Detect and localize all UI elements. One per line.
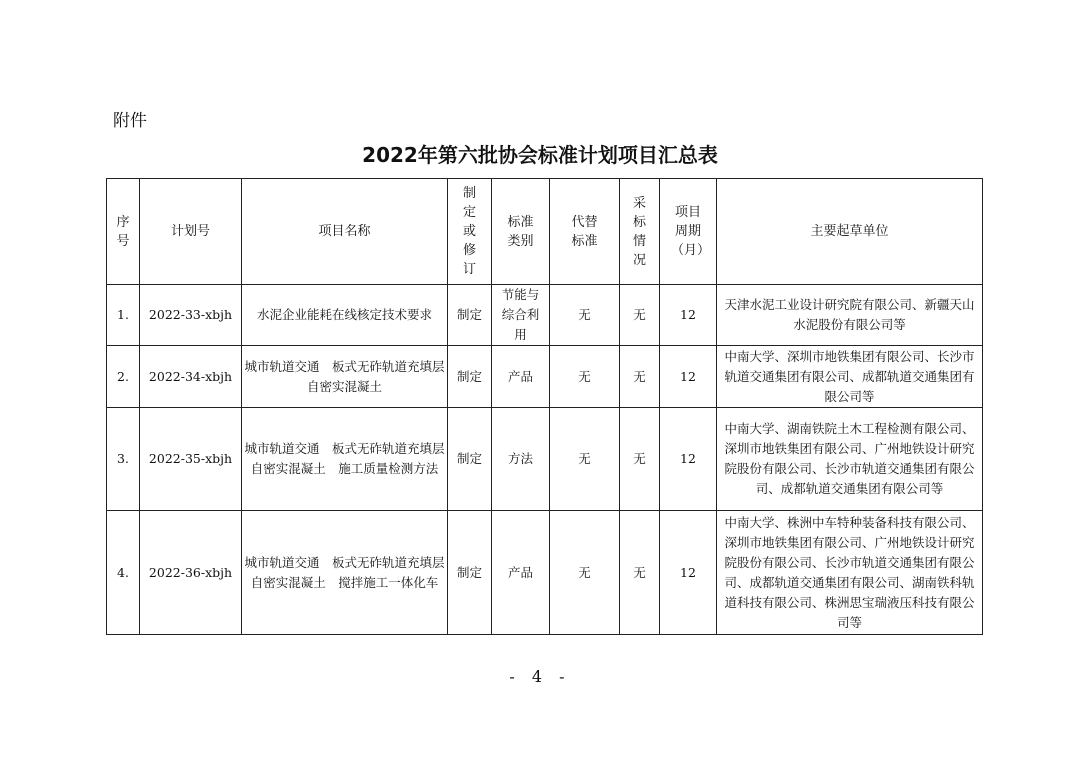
- header-units: 主要起草单位: [717, 179, 983, 285]
- page-number: - 4 -: [509, 667, 571, 686]
- cell-adopt: 无: [620, 408, 660, 511]
- cell-replace: 无: [550, 285, 620, 346]
- header-seq: 序号: [107, 179, 140, 285]
- cell-type: 制定: [448, 511, 492, 635]
- cell-type: 制定: [448, 285, 492, 346]
- cell-project-name: 城市轨道交通 板式无砟轨道充填层自密实混凝土 搅拌施工一体化车: [242, 511, 448, 635]
- cell-plan-no: 2022-34-xbjh: [140, 346, 242, 408]
- cell-project-name: 水泥企业能耗在线核定技术要求: [242, 285, 448, 346]
- attachment-label: 附件: [113, 111, 147, 131]
- header-replace: 代替标准: [550, 179, 620, 285]
- header-category: 标准类别: [492, 179, 550, 285]
- cell-units: 中南大学、湖南铁院土木工程检测有限公司、深圳市地铁集团有限公司、广州地铁设计研究院股份有限公司、长沙市轨道交通集团有限公司、成都轨道交通集团有限公司等: [717, 408, 983, 511]
- cell-category: 产品: [492, 511, 550, 635]
- cell-period: 12: [660, 408, 717, 511]
- header-project-name: 项目名称: [242, 179, 448, 285]
- cell-period: 12: [660, 285, 717, 346]
- table-row: [107, 285, 983, 346]
- table-row: [107, 511, 983, 635]
- cell-units: 天津水泥工业设计研究院有限公司、新疆天山水泥股份有限公司等: [717, 285, 983, 346]
- cell-replace: 无: [550, 346, 620, 408]
- header-plan-no: 计划号: [140, 179, 242, 285]
- cell-adopt: 无: [620, 346, 660, 408]
- cell-project-name: 城市轨道交通 板式无砟轨道充填层自密实混凝土 施工质量检测方法: [242, 408, 448, 511]
- header-adopt: 采标情况: [620, 179, 660, 285]
- cell-seq: 2.: [107, 346, 140, 408]
- cell-seq: 3.: [107, 408, 140, 511]
- table-row: [107, 346, 983, 408]
- cell-seq: 1.: [107, 285, 140, 346]
- cell-project-name: 城市轨道交通 板式无砟轨道充填层自密实混凝土: [242, 346, 448, 408]
- cell-type: 制定: [448, 346, 492, 408]
- cell-category: 产品: [492, 346, 550, 408]
- page-title: 2022年第六批协会标准计划项目汇总表: [362, 143, 718, 167]
- header-type: 制定或修订: [448, 179, 492, 285]
- cell-category: 节能与综合利用: [492, 285, 550, 346]
- cell-units: 中南大学、株洲中车特种装备科技有限公司、深圳市地铁集团有限公司、广州地铁设计研究院股份有限公司、长沙市轨道交通集团有限公司、成都轨道交通集团有限公司、湖南铁科轨道科技有限公司、株洲思宝瑞液压科技有限公司等: [717, 511, 983, 635]
- table-row: [107, 408, 983, 511]
- cell-replace: 无: [550, 511, 620, 635]
- cell-type: 制定: [448, 408, 492, 511]
- cell-adopt: 无: [620, 511, 660, 635]
- cell-units: 中南大学、深圳市地铁集团有限公司、长沙市轨道交通集团有限公司、成都轨道交通集团有限公司等: [717, 346, 983, 408]
- cell-adopt: 无: [620, 285, 660, 346]
- cell-period: 12: [660, 511, 717, 635]
- cell-replace: 无: [550, 408, 620, 511]
- cell-plan-no: 2022-35-xbjh: [140, 408, 242, 511]
- cell-period: 12: [660, 346, 717, 408]
- cell-category: 方法: [492, 408, 550, 511]
- cell-plan-no: 2022-33-xbjh: [140, 285, 242, 346]
- table-header-row: [107, 179, 983, 285]
- cell-plan-no: 2022-36-xbjh: [140, 511, 242, 635]
- plan-table: [106, 178, 983, 635]
- cell-seq: 4.: [107, 511, 140, 635]
- header-period: 项目周期（月）: [660, 179, 717, 285]
